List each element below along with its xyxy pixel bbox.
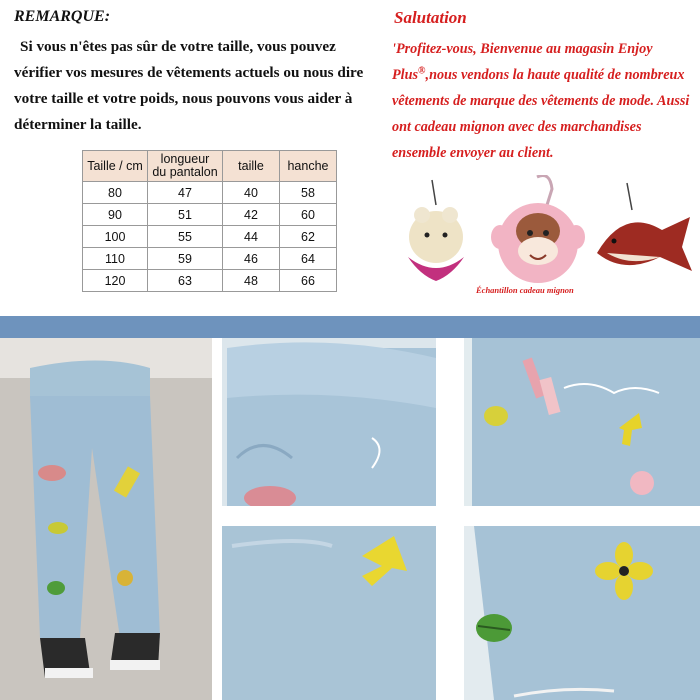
- table-cell: 42: [223, 204, 280, 226]
- table-cell: 40: [223, 182, 280, 204]
- table-cell: 51: [148, 204, 223, 226]
- table-row: [83, 226, 337, 248]
- table-row: [83, 248, 337, 270]
- table-cell: 66: [280, 270, 337, 292]
- table-cell: 60: [280, 204, 337, 226]
- fish-keychain-image: [597, 183, 692, 271]
- table-row: [83, 270, 337, 292]
- greeting-body: [392, 36, 694, 166]
- size-table: [82, 150, 337, 292]
- table-cell: 90: [83, 204, 148, 226]
- table-cell: 48: [223, 270, 280, 292]
- table-cell: 63: [148, 270, 223, 292]
- table-cell: 62: [280, 226, 337, 248]
- model-photo: [0, 338, 212, 700]
- size-table-header-row: [83, 151, 337, 182]
- detail-photo-flower: [464, 526, 700, 700]
- table-cell: 55: [148, 226, 223, 248]
- greeting-section: [392, 8, 694, 166]
- table-cell: 120: [83, 270, 148, 292]
- remark-section: [14, 8, 384, 138]
- remark-title: REMARQUE:: [14, 8, 111, 25]
- arrow-closeup-image: [222, 526, 436, 700]
- table-cell: 110: [83, 248, 148, 270]
- detail-photo-arrow: [222, 526, 436, 700]
- gift-samples: [392, 175, 697, 300]
- registered-mark: ®: [418, 65, 426, 77]
- gift-caption: Échantillon cadeau mignon: [476, 285, 574, 295]
- header-hip: hanche: [280, 151, 337, 182]
- table-cell: 44: [223, 226, 280, 248]
- header-waist: taille: [223, 151, 280, 182]
- gift-illustrations: [392, 175, 697, 300]
- hamster-keychain-image: [408, 180, 464, 281]
- table-cell: 59: [148, 248, 223, 270]
- child-wearing-jeans-image: [0, 338, 212, 700]
- table-cell: 46: [223, 248, 280, 270]
- greeting-text-start: 'Profitez-vous, Bienvenue au magasin Enjoy Plus: [392, 41, 653, 83]
- remark-body: Si vous n'êtes pas sûr de votre taille, vous pouvez vérifier vos mesures de vêtements actuels ou nous dire votre taille et votre poids, nous pouvons vous aider à déterminer la taille.: [14, 38, 364, 133]
- greeting-title: Salutation: [394, 8, 467, 27]
- greeting-text-end: ,nous vendons la haute qualité de nombreux vêtements de marque des vêtements de mode. Aussi ont cadeau mignon avec des marchandises ensemble envoyer au client.: [392, 67, 690, 161]
- header-length: longueur du pantalon: [148, 151, 223, 182]
- detail-photo-waistband: [222, 338, 436, 506]
- table-cell: 58: [280, 182, 337, 204]
- table-cell: 64: [280, 248, 337, 270]
- table-cell: 47: [148, 182, 223, 204]
- table-cell: 100: [83, 226, 148, 248]
- header-size: Taille / cm: [83, 151, 148, 182]
- waistband-closeup-image: [222, 338, 436, 506]
- monkey-purse-image: [491, 176, 585, 284]
- table-cell: 80: [83, 182, 148, 204]
- table-row: [83, 204, 337, 226]
- table-row: [83, 182, 337, 204]
- detail-photo-prints: [464, 338, 700, 506]
- section-divider: [0, 316, 700, 338]
- flower-closeup-image: [464, 526, 700, 700]
- prints-closeup-image: [464, 338, 700, 506]
